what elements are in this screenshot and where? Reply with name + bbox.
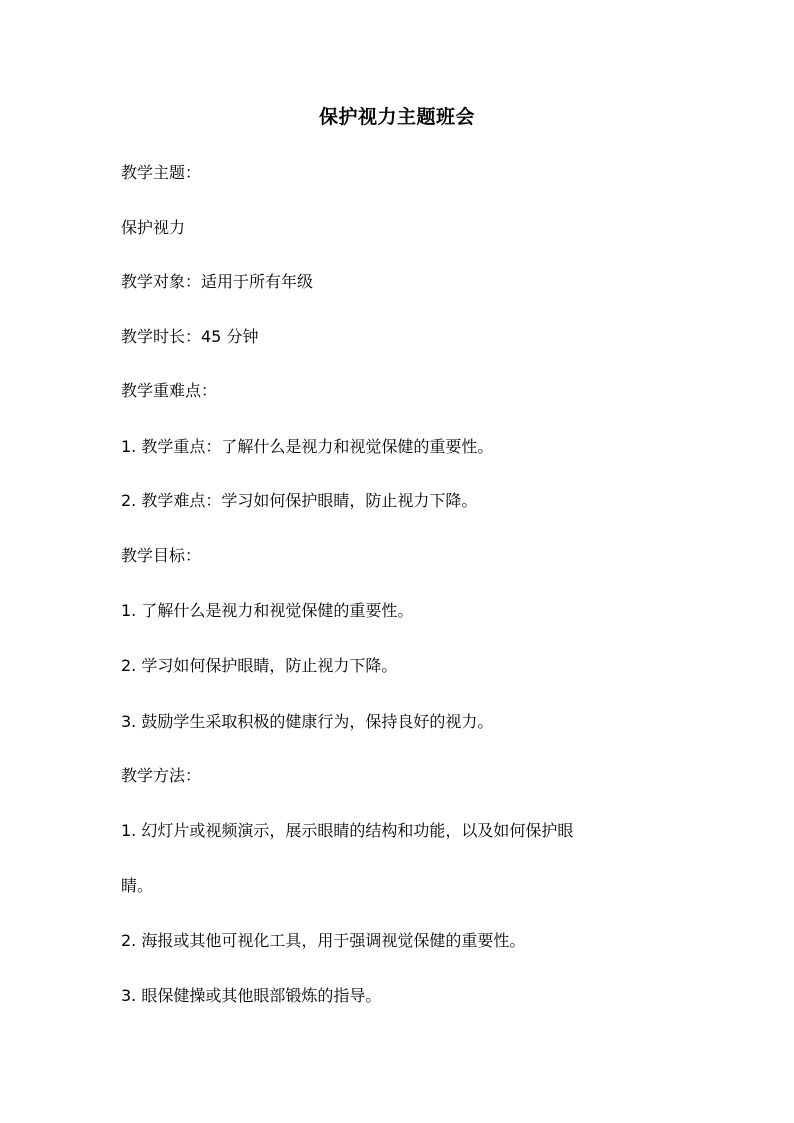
list-item: 3. 鼓励学生采取积极的健康行为，保持良好的视力。: [121, 712, 494, 731]
text-line: 教学时长：45 分钟: [121, 327, 259, 346]
list-item: 1. 幻灯片或视频演示，展示眼睛的结构和功能，以及如何保护眼: [121, 821, 574, 840]
section-heading-goals: 教学目标：: [121, 546, 202, 565]
list-item-continuation: 睛。: [121, 876, 154, 895]
section-heading-topic: 教学主题：: [121, 163, 202, 182]
list-item: 3. 眼保健操或其他眼部锻炼的指导。: [121, 986, 382, 1005]
section-heading-methods: 教学方法：: [121, 766, 202, 785]
list-item: 2. 教学难点：学习如何保护眼睛，防止视力下降。: [121, 491, 478, 510]
list-item: 2. 海报或其他可视化工具，用于强调视觉保健的重要性。: [121, 931, 526, 950]
list-item: 1. 教学重点：了解什么是视力和视觉保健的重要性。: [121, 437, 494, 456]
document-title: 保护视力主题班会: [318, 106, 475, 128]
section-heading-key-points: 教学重难点：: [121, 381, 218, 400]
text-line: 教学对象：适用于所有年级: [121, 272, 314, 291]
list-item: 1. 了解什么是视力和视觉保健的重要性。: [121, 601, 414, 620]
list-item: 2. 学习如何保护眼睛，防止视力下降。: [121, 656, 398, 675]
text-line: 保护视力: [121, 218, 186, 237]
